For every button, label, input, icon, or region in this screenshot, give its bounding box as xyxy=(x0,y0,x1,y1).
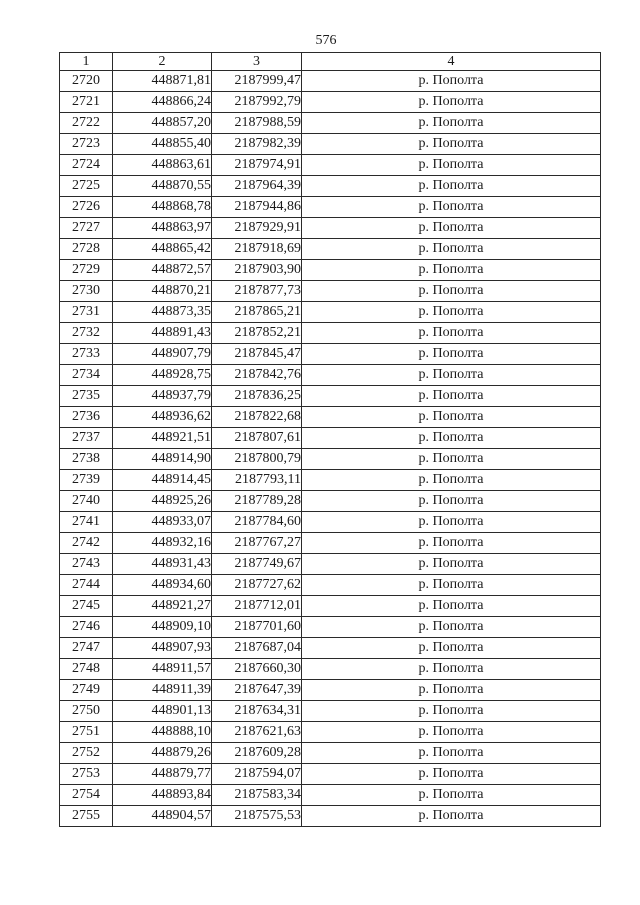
y-coordinate-cell: 2187842,76 xyxy=(212,365,302,386)
point-number-cell: 2725 xyxy=(60,176,113,197)
point-number-cell: 2751 xyxy=(60,722,113,743)
x-coordinate-cell: 448931,43 xyxy=(113,554,212,575)
x-coordinate-cell: 448893,84 xyxy=(113,785,212,806)
table-row xyxy=(60,365,601,386)
point-number-cell: 2721 xyxy=(60,92,113,113)
object-name-cell: р. Пополта xyxy=(302,638,601,659)
x-coordinate-cell: 448914,90 xyxy=(113,449,212,470)
table-row xyxy=(60,764,601,785)
x-coordinate-cell: 448911,39 xyxy=(113,680,212,701)
object-name-cell: р. Пополта xyxy=(302,344,601,365)
x-coordinate-cell: 448904,57 xyxy=(113,806,212,827)
x-coordinate-cell: 448866,24 xyxy=(113,92,212,113)
point-number-cell: 2747 xyxy=(60,638,113,659)
table-row xyxy=(60,71,601,92)
y-coordinate-cell: 2187660,30 xyxy=(212,659,302,680)
table-row xyxy=(60,239,601,260)
table-row xyxy=(60,638,601,659)
y-coordinate-cell: 2187687,04 xyxy=(212,638,302,659)
table-row xyxy=(60,743,601,764)
table-row xyxy=(60,554,601,575)
point-number-cell: 2733 xyxy=(60,344,113,365)
object-name-cell: р. Пополта xyxy=(302,722,601,743)
x-coordinate-cell: 448870,21 xyxy=(113,281,212,302)
table-row xyxy=(60,281,601,302)
x-coordinate-cell: 448907,79 xyxy=(113,344,212,365)
object-name-cell: р. Пополта xyxy=(302,806,601,827)
x-coordinate-cell: 448914,45 xyxy=(113,470,212,491)
table-row xyxy=(60,806,601,827)
object-name-cell: р. Пополта xyxy=(302,197,601,218)
coordinates-table xyxy=(59,52,601,827)
x-coordinate-cell: 448934,60 xyxy=(113,575,212,596)
y-coordinate-cell: 2187929,91 xyxy=(212,218,302,239)
object-name-cell: р. Пополта xyxy=(302,575,601,596)
x-coordinate-cell: 448933,07 xyxy=(113,512,212,533)
x-coordinate-cell: 448871,81 xyxy=(113,71,212,92)
point-number-cell: 2720 xyxy=(60,71,113,92)
object-name-cell: р. Пополта xyxy=(302,617,601,638)
header-cell-1: 1 xyxy=(60,53,113,71)
y-coordinate-cell: 2187865,21 xyxy=(212,302,302,323)
table-row xyxy=(60,197,601,218)
x-coordinate-cell: 448909,10 xyxy=(113,617,212,638)
table-row xyxy=(60,533,601,554)
object-name-cell: р. Пополта xyxy=(302,134,601,155)
x-coordinate-cell: 448928,75 xyxy=(113,365,212,386)
y-coordinate-cell: 2187784,60 xyxy=(212,512,302,533)
object-name-cell: р. Пополта xyxy=(302,239,601,260)
y-coordinate-cell: 2187583,34 xyxy=(212,785,302,806)
object-name-cell: р. Пополта xyxy=(302,680,601,701)
y-coordinate-cell: 2187647,39 xyxy=(212,680,302,701)
page-number: 576 xyxy=(315,33,337,48)
point-number-cell: 2726 xyxy=(60,197,113,218)
x-coordinate-cell: 448932,16 xyxy=(113,533,212,554)
x-coordinate-cell: 448937,79 xyxy=(113,386,212,407)
object-name-cell: р. Пополта xyxy=(302,323,601,344)
y-coordinate-cell: 2187749,67 xyxy=(212,554,302,575)
table-row xyxy=(60,176,601,197)
point-number-cell: 2738 xyxy=(60,449,113,470)
table-row xyxy=(60,785,601,806)
table-row xyxy=(60,596,601,617)
object-name-cell: р. Пополта xyxy=(302,386,601,407)
x-coordinate-cell: 448873,35 xyxy=(113,302,212,323)
point-number-cell: 2753 xyxy=(60,764,113,785)
point-number-cell: 2754 xyxy=(60,785,113,806)
object-name-cell: р. Пополта xyxy=(302,701,601,722)
x-coordinate-cell: 448921,51 xyxy=(113,428,212,449)
x-coordinate-cell: 448901,13 xyxy=(113,701,212,722)
point-number-cell: 2735 xyxy=(60,386,113,407)
table-row xyxy=(60,155,601,176)
table-row xyxy=(60,722,601,743)
object-name-cell: р. Пополта xyxy=(302,785,601,806)
table-row xyxy=(60,449,601,470)
x-coordinate-cell: 448863,97 xyxy=(113,218,212,239)
object-name-cell: р. Пополта xyxy=(302,155,601,176)
object-name-cell: р. Пополта xyxy=(302,449,601,470)
y-coordinate-cell: 2187999,47 xyxy=(212,71,302,92)
point-number-cell: 2724 xyxy=(60,155,113,176)
header-cell-4: 4 xyxy=(302,53,601,71)
x-coordinate-cell: 448870,55 xyxy=(113,176,212,197)
y-coordinate-cell: 2187575,53 xyxy=(212,806,302,827)
point-number-cell: 2728 xyxy=(60,239,113,260)
y-coordinate-cell: 2187727,62 xyxy=(212,575,302,596)
y-coordinate-cell: 2187767,27 xyxy=(212,533,302,554)
y-coordinate-cell: 2187974,91 xyxy=(212,155,302,176)
object-name-cell: р. Пополта xyxy=(302,71,601,92)
y-coordinate-cell: 2187634,31 xyxy=(212,701,302,722)
x-coordinate-cell: 448863,61 xyxy=(113,155,212,176)
y-coordinate-cell: 2187964,39 xyxy=(212,176,302,197)
x-coordinate-cell: 448921,27 xyxy=(113,596,212,617)
table-row xyxy=(60,659,601,680)
y-coordinate-cell: 2187877,73 xyxy=(212,281,302,302)
point-number-cell: 2723 xyxy=(60,134,113,155)
table-row xyxy=(60,302,601,323)
y-coordinate-cell: 2187800,79 xyxy=(212,449,302,470)
table-row xyxy=(60,701,601,722)
table-row xyxy=(60,260,601,281)
y-coordinate-cell: 2187807,61 xyxy=(212,428,302,449)
object-name-cell: р. Пополта xyxy=(302,365,601,386)
point-number-cell: 2722 xyxy=(60,113,113,134)
table-row xyxy=(60,680,601,701)
object-name-cell: р. Пополта xyxy=(302,659,601,680)
point-number-cell: 2746 xyxy=(60,617,113,638)
y-coordinate-cell: 2187793,11 xyxy=(212,470,302,491)
table-row xyxy=(60,113,601,134)
x-coordinate-cell: 448879,26 xyxy=(113,743,212,764)
point-number-cell: 2749 xyxy=(60,680,113,701)
table-row xyxy=(60,617,601,638)
point-number-cell: 2729 xyxy=(60,260,113,281)
point-number-cell: 2731 xyxy=(60,302,113,323)
point-number-cell: 2737 xyxy=(60,428,113,449)
y-coordinate-cell: 2187789,28 xyxy=(212,491,302,512)
x-coordinate-cell: 448888,10 xyxy=(113,722,212,743)
x-coordinate-cell: 448911,57 xyxy=(113,659,212,680)
x-coordinate-cell: 448855,40 xyxy=(113,134,212,155)
table-row xyxy=(60,407,601,428)
object-name-cell: р. Пополта xyxy=(302,92,601,113)
table-row xyxy=(60,323,601,344)
y-coordinate-cell: 2187903,90 xyxy=(212,260,302,281)
point-number-cell: 2752 xyxy=(60,743,113,764)
point-number-cell: 2740 xyxy=(60,491,113,512)
object-name-cell: р. Пополта xyxy=(302,407,601,428)
object-name-cell: р. Пополта xyxy=(302,428,601,449)
table-row xyxy=(60,428,601,449)
table-row xyxy=(60,386,601,407)
table-row xyxy=(60,134,601,155)
table-body xyxy=(60,71,601,827)
y-coordinate-cell: 2187988,59 xyxy=(212,113,302,134)
y-coordinate-cell: 2187992,79 xyxy=(212,92,302,113)
y-coordinate-cell: 2187822,68 xyxy=(212,407,302,428)
object-name-cell: р. Пополта xyxy=(302,176,601,197)
point-number-cell: 2748 xyxy=(60,659,113,680)
point-number-cell: 2742 xyxy=(60,533,113,554)
object-name-cell: р. Пополта xyxy=(302,470,601,491)
object-name-cell: р. Пополта xyxy=(302,218,601,239)
point-number-cell: 2755 xyxy=(60,806,113,827)
y-coordinate-cell: 2187609,28 xyxy=(212,743,302,764)
y-coordinate-cell: 2187944,86 xyxy=(212,197,302,218)
object-name-cell: р. Пополта xyxy=(302,302,601,323)
point-number-cell: 2727 xyxy=(60,218,113,239)
header-row xyxy=(60,53,601,71)
object-name-cell: р. Пополта xyxy=(302,260,601,281)
point-number-cell: 2736 xyxy=(60,407,113,428)
object-name-cell: р. Пополта xyxy=(302,743,601,764)
table-row xyxy=(60,470,601,491)
header-cell-3: 3 xyxy=(212,53,302,71)
point-number-cell: 2741 xyxy=(60,512,113,533)
point-number-cell: 2745 xyxy=(60,596,113,617)
y-coordinate-cell: 2187852,21 xyxy=(212,323,302,344)
y-coordinate-cell: 2187982,39 xyxy=(212,134,302,155)
x-coordinate-cell: 448872,57 xyxy=(113,260,212,281)
object-name-cell: р. Пополта xyxy=(302,554,601,575)
x-coordinate-cell: 448907,93 xyxy=(113,638,212,659)
point-number-cell: 2750 xyxy=(60,701,113,722)
object-name-cell: р. Пополта xyxy=(302,491,601,512)
table-header xyxy=(60,53,601,71)
point-number-cell: 2743 xyxy=(60,554,113,575)
x-coordinate-cell: 448891,43 xyxy=(113,323,212,344)
table-row xyxy=(60,575,601,596)
object-name-cell: р. Пополта xyxy=(302,281,601,302)
object-name-cell: р. Пополта xyxy=(302,113,601,134)
point-number-cell: 2744 xyxy=(60,575,113,596)
object-name-cell: р. Пополта xyxy=(302,596,601,617)
y-coordinate-cell: 2187712,01 xyxy=(212,596,302,617)
y-coordinate-cell: 2187845,47 xyxy=(212,344,302,365)
object-name-cell: р. Пополта xyxy=(302,764,601,785)
point-number-cell: 2739 xyxy=(60,470,113,491)
x-coordinate-cell: 448936,62 xyxy=(113,407,212,428)
x-coordinate-cell: 448879,77 xyxy=(113,764,212,785)
point-number-cell: 2730 xyxy=(60,281,113,302)
y-coordinate-cell: 2187594,07 xyxy=(212,764,302,785)
point-number-cell: 2732 xyxy=(60,323,113,344)
table-row xyxy=(60,92,601,113)
y-coordinate-cell: 2187701,60 xyxy=(212,617,302,638)
x-coordinate-cell: 448865,42 xyxy=(113,239,212,260)
x-coordinate-cell: 448868,78 xyxy=(113,197,212,218)
table-row xyxy=(60,218,601,239)
y-coordinate-cell: 2187621,63 xyxy=(212,722,302,743)
object-name-cell: р. Пополта xyxy=(302,533,601,554)
object-name-cell: р. Пополта xyxy=(302,512,601,533)
point-number-cell: 2734 xyxy=(60,365,113,386)
x-coordinate-cell: 448857,20 xyxy=(113,113,212,134)
table-row xyxy=(60,344,601,365)
header-cell-2: 2 xyxy=(113,53,212,71)
y-coordinate-cell: 2187836,25 xyxy=(212,386,302,407)
table-row xyxy=(60,491,601,512)
table-row xyxy=(60,512,601,533)
x-coordinate-cell: 448925,26 xyxy=(113,491,212,512)
y-coordinate-cell: 2187918,69 xyxy=(212,239,302,260)
